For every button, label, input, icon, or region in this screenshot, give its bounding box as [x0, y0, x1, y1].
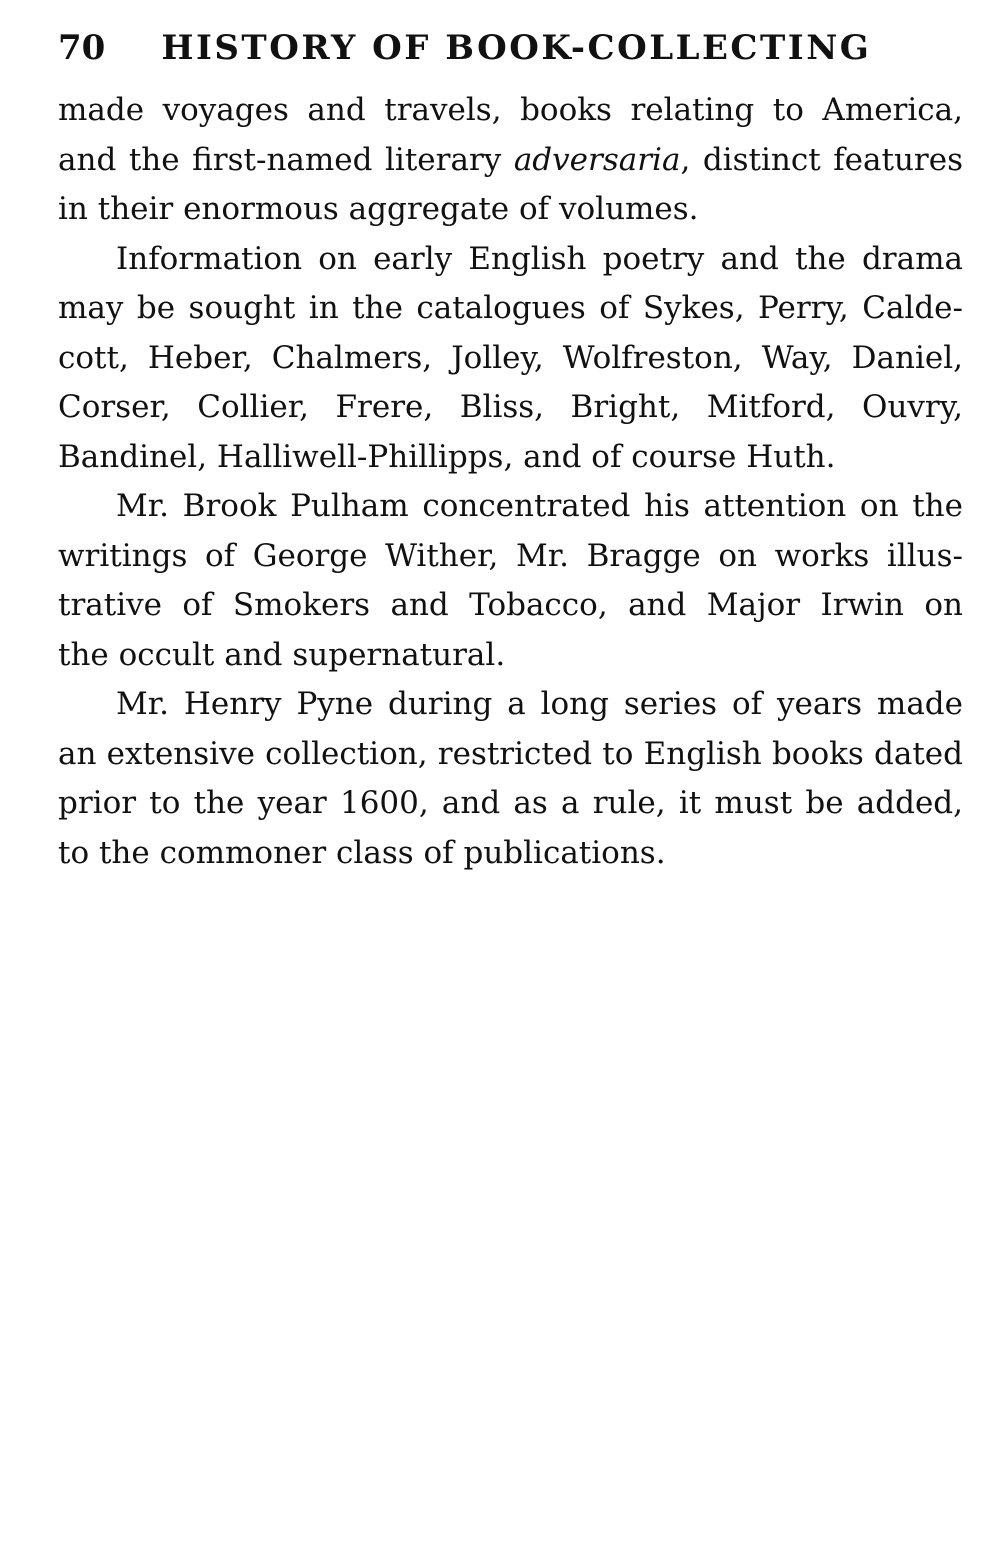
running-title: HISTORY OF BOOK-COLLECTING — [161, 28, 872, 68]
text-line: Mr. Henry Pyne during a long series of years made — [116, 686, 963, 722]
text-line: Bandinel, Halliwell-Phillipps, and of course Huth. — [58, 438, 836, 475]
text-line: the occult and supernatural. — [58, 636, 506, 673]
running-head — [58, 28, 963, 82]
italic-term: adversaria — [513, 141, 681, 178]
text-line: in their enormous aggregate of volumes. — [58, 191, 699, 227]
text-line: prior to the year 1600, and as a rule, it must be added, — [58, 785, 963, 821]
text-line: cott, Heber, Chalmers, Jolley, Wolfreston, Way, Daniel, — [58, 339, 963, 376]
text-line: Corser, Collier, Frere, Bliss, Bright, Mitford, Ouvry, — [58, 389, 963, 425]
body-text — [58, 86, 963, 878]
paragraph-4 — [58, 680, 963, 878]
text-line — [58, 136, 963, 186]
text-line: an extensive collection, restricted to English books dated — [58, 735, 963, 772]
paragraph-1 — [58, 86, 963, 235]
book-page — [58, 28, 963, 878]
paragraph-2 — [58, 235, 963, 483]
text-fragment: , distinct features — [680, 141, 963, 178]
text-line: writings of George Wither, Mr. Bragge on works illus- — [58, 537, 963, 574]
text-line: to the commoner class of publications. — [58, 834, 666, 871]
text-line: may be sought in the catalogues of Sykes, Perry, Calde- — [58, 290, 963, 326]
paragraph-3 — [58, 482, 963, 680]
text-fragment: and the first-named literary — [58, 141, 514, 178]
text-line: Mr. Brook Pulham concentrated his attention on the — [116, 488, 963, 524]
page-number: 70 — [58, 28, 106, 68]
text-line: trative of Smokers and Tobacco, and Major Irwin on — [58, 587, 963, 623]
text-line: made voyages and travels, books relating to America, — [58, 92, 963, 128]
text-line: Information on early English poetry and the drama — [116, 240, 963, 277]
